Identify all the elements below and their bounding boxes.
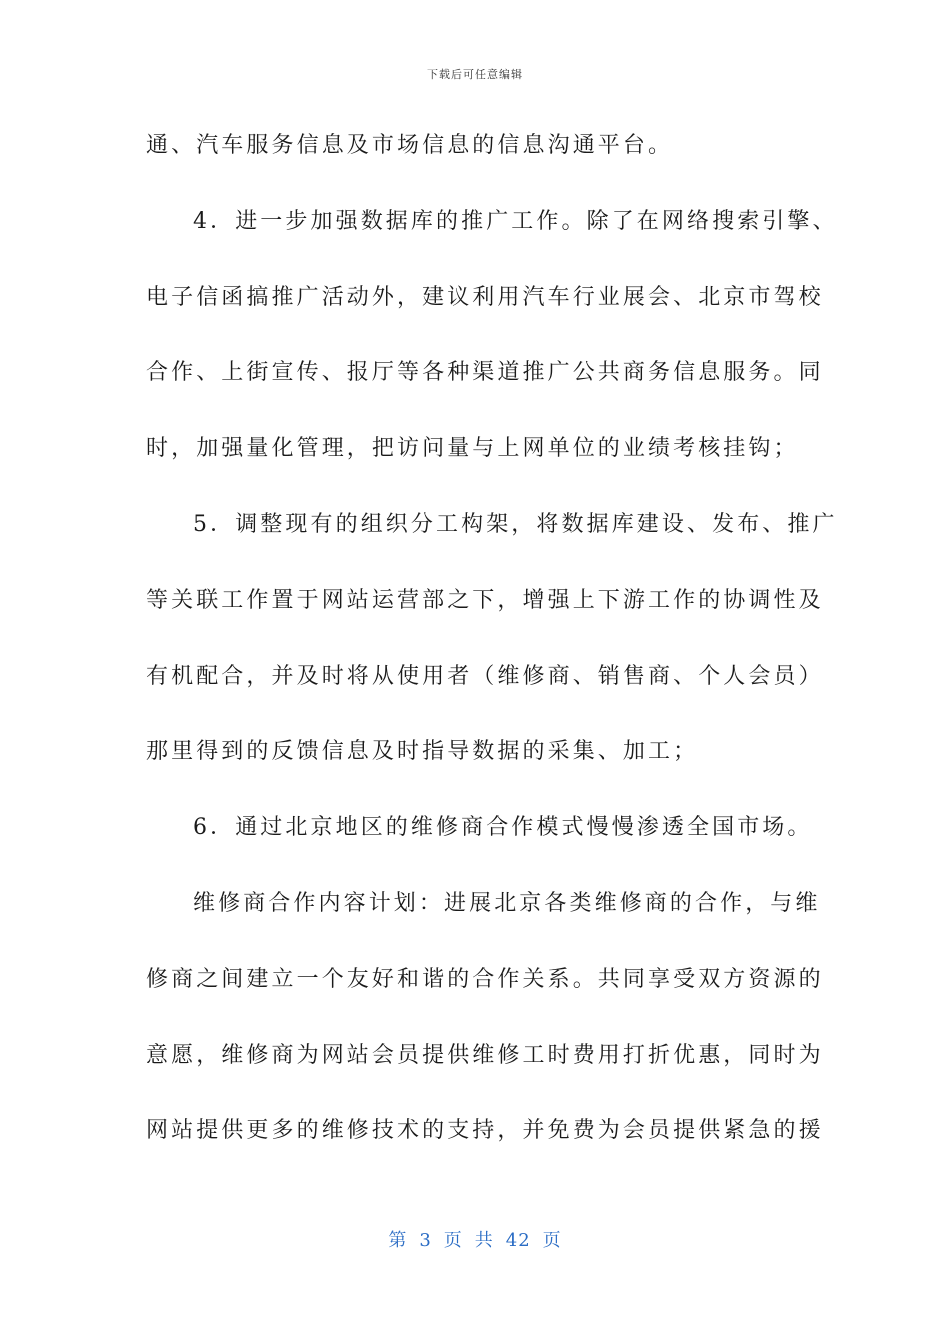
page-number: 3 bbox=[419, 1230, 432, 1251]
text-line: 意愿，维修商为网站会员提供维修工时费用打折优惠，同时为 bbox=[146, 1042, 824, 1068]
text-line: 合作、上街宣传、报厅等各种渠道推广公共商务信息服务。同 bbox=[146, 360, 824, 386]
document-body bbox=[146, 124, 838, 1185]
text-line: 时，加强量化管理，把访问量与上网单位的业绩考核挂钩； bbox=[146, 436, 799, 462]
total-pages: 42 bbox=[505, 1230, 531, 1251]
footer-ye: 页 bbox=[443, 1230, 463, 1251]
text-line: 修商之间建立一个友好和谐的合作关系。共同享受双方资源的 bbox=[146, 966, 824, 992]
footer-gong: 共 bbox=[474, 1230, 494, 1251]
text-line: 5．调整现有的组织分工构架，将数据库建设、发布、推广 bbox=[193, 511, 838, 537]
text-line: 维修商合作内容计划：进展北京各类维修商的合作，与维 bbox=[193, 890, 821, 916]
text-line: 6．通过北京地区的维修商合作模式慢慢渗透全国市场。 bbox=[193, 815, 813, 841]
page-footer bbox=[0, 1226, 950, 1252]
footer-ye-total: 页 bbox=[542, 1230, 562, 1251]
text-line: 通、汽车服务信息及市场信息的信息沟通平台。 bbox=[146, 133, 674, 158]
text-line: 电子信函搞推广活动外，建议利用汽车行业展会、北京市驾校 bbox=[146, 284, 824, 310]
page-header: 下载后可任意编辑 bbox=[427, 68, 523, 81]
text-line: 网站提供更多的维修技术的支持，并免费为会员提供紧急的援 bbox=[146, 1118, 824, 1144]
text-line: 4．进一步加强数据库的推广工作。除了在网络搜索引擎、 bbox=[193, 208, 838, 234]
footer-di: 第 bbox=[388, 1230, 408, 1251]
text-line: 等关联工作置于网站运营部之下，增强上下游工作的协调性及 bbox=[146, 587, 824, 613]
text-line: 有机配合，并及时将从使用者（维修商、销售商、个人会员） bbox=[146, 663, 824, 689]
text-line: 那里得到的反馈信息及时指导数据的采集、加工； bbox=[146, 739, 699, 765]
